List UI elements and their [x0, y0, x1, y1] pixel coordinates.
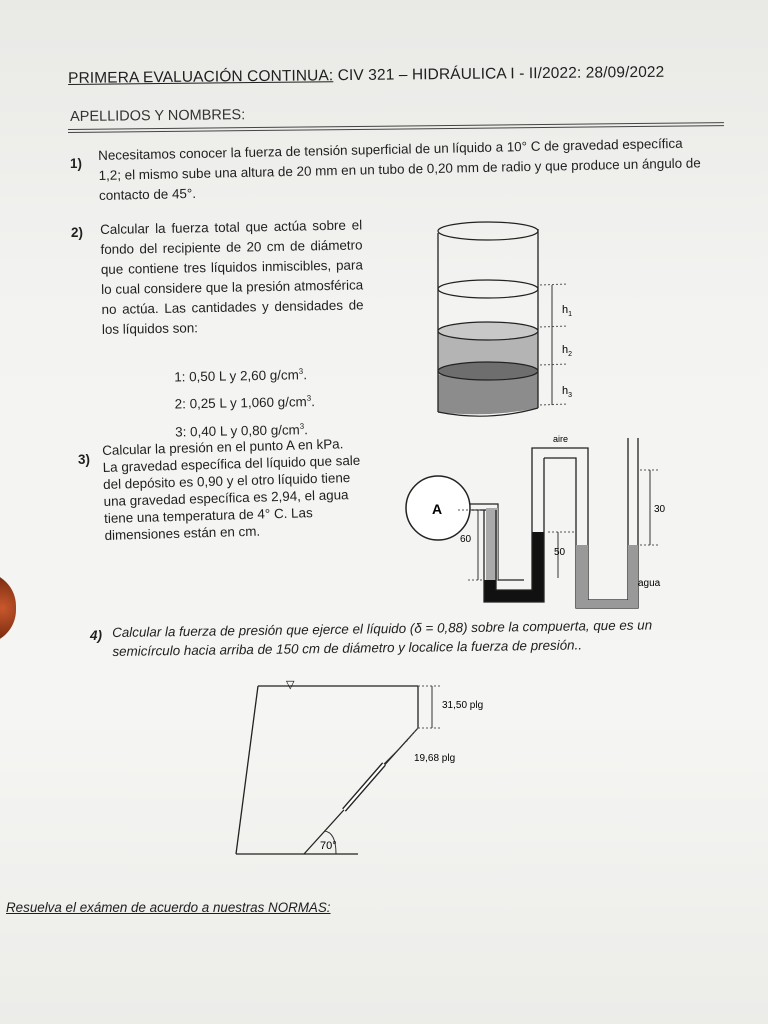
exam-subtitle: CIV 321 – HIDRÁULICA I - II/2022: 28/09/2022	[333, 63, 665, 85]
dim-top-label: 31,50 plg	[442, 700, 484, 711]
names-label: APELLIDOS Y NOMBRES:	[70, 107, 246, 125]
thumb	[0, 572, 16, 644]
liquid-item: 1: 0,50 L y 2,60 $g/cm^3$.	[174, 366, 308, 385]
liquid-item: 3: 0,40 L y 0,80 $g/cm^3$.	[175, 421, 309, 440]
q1-number: 1)	[70, 156, 82, 171]
h2-label: $h_2$	[562, 344, 573, 358]
dim-60-label: 60	[460, 534, 472, 545]
dim-mid-label: 19,68 plg	[414, 753, 456, 764]
footer-note: Resuelva el exámen de acuerdo a nuestras NORMAS:	[6, 900, 331, 915]
container-figure	[420, 215, 590, 435]
surface-symbol: ▽	[286, 679, 295, 691]
q2-text: Calcular la fuerza total que actúa sobre el fondo del recipiente de 20 cm de diámetro que contiene tres líquidos inmiscibles, para lo cual considere que la presión atmosférica no actúa. Las cantidades y densidades de los líquidos son:	[100, 217, 364, 337]
point-a-label: A	[432, 501, 443, 517]
liquid-list	[174, 360, 316, 445]
water-label: agua	[638, 578, 661, 589]
dim-30-label: 30	[654, 504, 666, 515]
q3-text: Calcular la presión en el punto A en kPa. La gravedad específica del líquido que sale del depósito es 0,90 y el otro líquido tiene una gravedad específica es 2,94, el agua tiene una temperatura de 4° C. Las dimensiones están en cm.	[102, 436, 361, 543]
gate-figure	[228, 668, 518, 868]
q4-number: 4)	[90, 628, 102, 643]
q2-number: 2)	[71, 225, 83, 240]
exam-title: PRIMERA EVALUACIÓN CONTINUA:	[68, 67, 334, 87]
dim-50-label: 50	[554, 547, 566, 558]
h3-label: $h_3$	[562, 385, 573, 399]
q4-text: Calcular la fuerza de presión que ejerce el líquido (δ = 0,88) sobre la compuerta, que es un semicírculo hacia arriba de 150 cm de diámetro y localice la fuerza de presión..	[112, 617, 653, 659]
exam-header	[68, 64, 664, 88]
q1-text: Necesitamos conocer la fuerza de tensión superficial de un líquido a 10° C de gravedad específica 1,2; el mismo sube una altura de 20 mm en un tubo de 0,20 mm de radio y que produce un ángulo de contacto de 45°.	[98, 135, 701, 203]
h1-label: $h_1$	[562, 304, 573, 318]
air-label: aire	[553, 434, 569, 444]
q3-number: 3)	[78, 452, 90, 467]
angle-label: 70°	[320, 840, 337, 852]
manometer-figure	[398, 430, 680, 610]
liquid-item: 2: 0,25 L y 1,060 $g/cm^3$.	[174, 394, 316, 412]
